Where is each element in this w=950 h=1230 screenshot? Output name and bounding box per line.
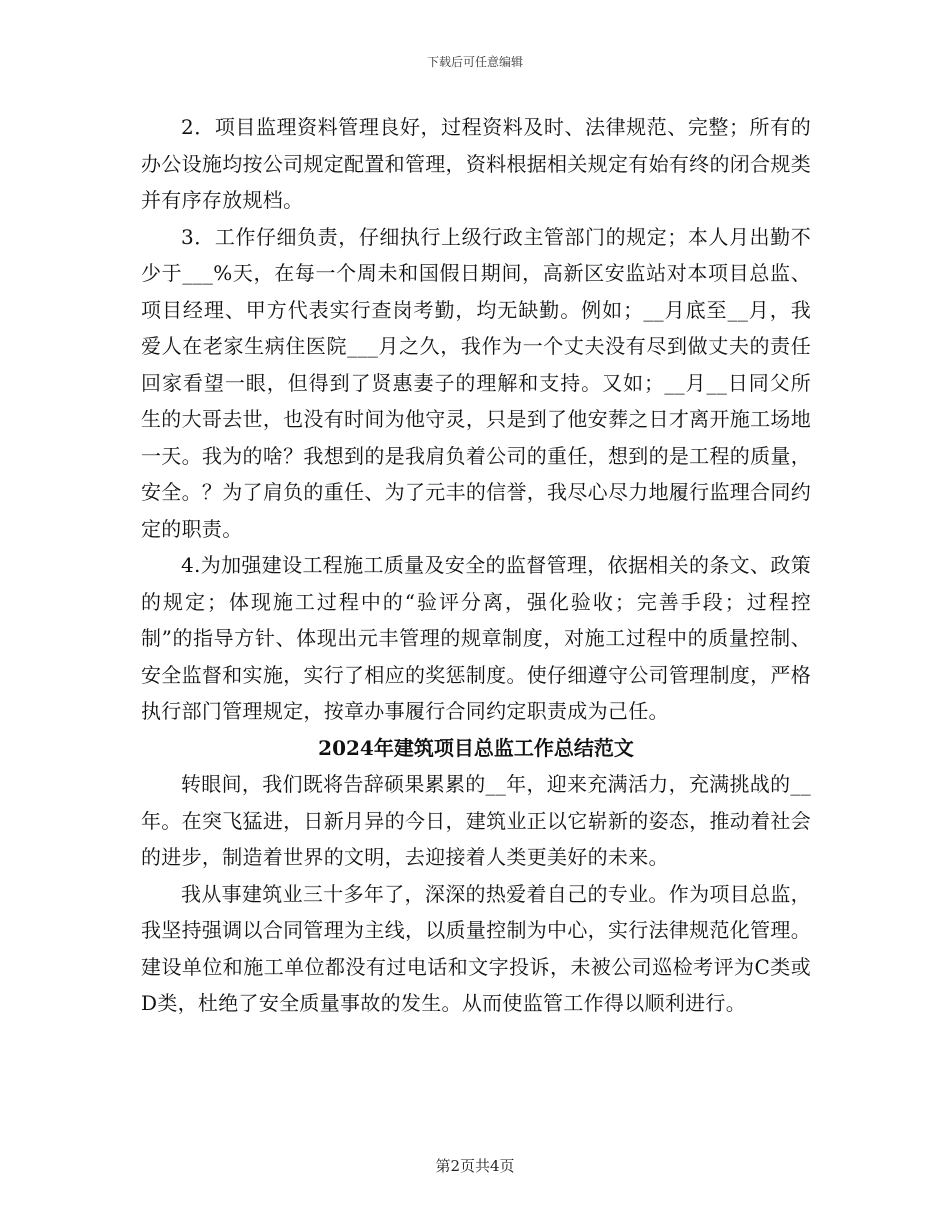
section-title: 2024年建筑项目总监工作总结范文	[318, 735, 634, 760]
paragraph-item-4: 4.为加强建设工程施工质量及安全的监督管理，依据相关的条文、政策的规定；体现施工过程中的“验评分离，强化验收；完善手段；过程控制”的指导方针、体现出元丰管理的规章制度，对施工过程中的质量控制、安全监督和实施，实行了相应的奖惩制度。使仔细遵守公司管理制度，严格执行部门管理规定，按章办事履行合同约定职责成为己任。	[141, 553, 811, 723]
paragraph-item-2: 2．项目监理资料管理良好，过程资料及时、法律规范、完整；所有的办公设施均按公司规定配置和管理，资料根据相关规定有始有终的闭合规类并有序存放规档。	[141, 115, 811, 212]
document-body	[141, 109, 811, 1022]
page-header: 下载后可任意编辑	[426, 55, 523, 69]
page-footer: 第2页共4页	[435, 1157, 515, 1175]
section-paragraph-intro: 转眼间，我们既将告辞硕果累累的__年，迎来充满活力，充满挑战的__年。在突飞猛进，日新月异的今日，建筑业正以它崭新的姿态，推动着社会的进步，制造着世界的文明，去迎接着人类更美好的未来。	[141, 772, 811, 869]
paragraph-item-3: 3．工作仔细负责，仔细执行上级行政主管部门的规定；本人月出勤不少于___%天，在每一个周未和国假日期间，高新区安监站对本项目总监、项目经理、甲方代表实行查岗考勤，均无缺勤。例如；__月底至__月，我爱人在老家生病住医院___月之久，我作为一个丈夫没有尽到做丈夫的责任回家看望一眼，但得到了贤惠妻子的理解和支持。又如；__月__日同父所生的大哥去世，也没有时间为他守灵，只是到了他安葬之日才离开施工场地一天。我为的啥？我想到的是我肩负着公司的重任，想到的是工程的质量，安全。？为了肩负的重任、为了元丰的信誉，我尽心尽力地履行监理合同约定的职责。	[141, 224, 811, 541]
section-paragraph-experience: 我从事建筑业三十多年了，深深的热爱着自己的专业。作为项目总监，我坚持强调以合同管理为主线，以质量控制为中心，实行法律规范化管理。建设单位和施工单位都没有过电话和文字投诉，未被公司巡检考评为C类或D类，杜绝了安全质量事故的发生。从而使监管工作得以顺利进行。	[141, 881, 811, 1015]
